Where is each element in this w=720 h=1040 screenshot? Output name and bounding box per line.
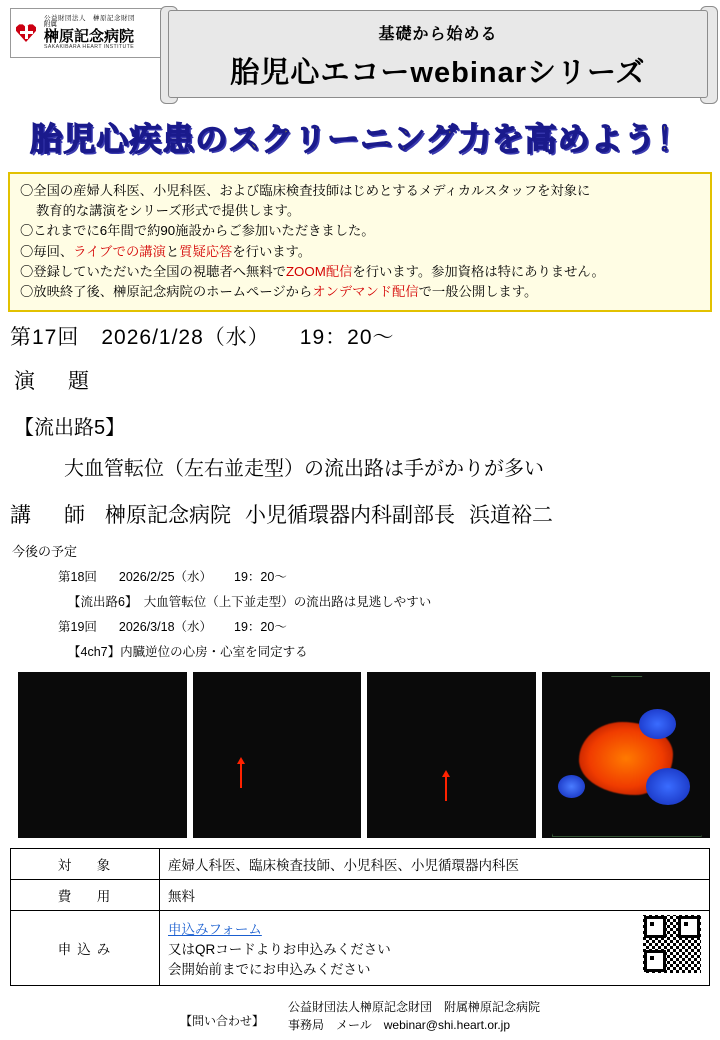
qr-code-icon[interactable]: [643, 915, 701, 973]
session-number: 第17回: [10, 326, 80, 350]
footer: [0, 999, 720, 1034]
speaker-name: 浜道裕二: [469, 504, 553, 528]
notice-line-3-red1: ライブでの講演: [73, 243, 166, 259]
table-row: [11, 849, 710, 880]
info-table: [10, 848, 710, 986]
apply-form-link[interactable]: 申込みフォーム: [168, 922, 262, 938]
table-row: [11, 911, 710, 986]
notice-line-3: [20, 242, 700, 262]
table-row: [11, 880, 710, 911]
speaker-department: 小児循環器内科副部長: [245, 504, 455, 528]
headline-banner: 胎児心疾患のスクリーニング力を高めよう！: [30, 121, 690, 157]
notice-line-5-pre: 〇放映終了後、榊原記念病院のホームページから: [20, 284, 313, 300]
speaker-affiliation: 榊原記念病院: [105, 504, 231, 528]
future-item-2: [58, 617, 720, 635]
notice-line-5-post: で一般公開します。: [418, 284, 538, 300]
future-item-2-date: 2026/3/18（水）: [118, 620, 213, 635]
session-time: 19：20～: [299, 326, 395, 350]
future-item-1-no: 第18回: [58, 570, 97, 585]
notice-line-1: 〇全国の産婦人科医、小児科医、および臨床検査技師はじめとするメディカルスタッフを対象に: [20, 183, 591, 198]
notice-line-5-red: オンデマンド配信: [312, 284, 419, 300]
footer-org: 公益財団法人榊原記念財団 附属榊原記念病院: [288, 1000, 541, 1015]
future-item-1-title: 【流出路6】 大血管転位（上下並走型）の流出路は見逃しやすい: [68, 595, 432, 610]
fetal-ultrasound-3: [367, 672, 536, 838]
speaker-row: [10, 499, 720, 529]
topic-label: 演 題: [14, 370, 95, 394]
ultrasound-image-row: [18, 672, 710, 838]
logo-line1: 公益財団法人 榊原記念財団: [44, 14, 135, 22]
notice-line-4-red: ZOOM配信: [285, 263, 353, 279]
future-item-2-no: 第19回: [58, 620, 97, 635]
title-plate: [168, 10, 708, 98]
notice-line-4-pre: 〇登録していただいた全国の視聴者へ無料で: [20, 263, 286, 279]
fee-label: 費 用: [11, 880, 160, 911]
notice-line-2: 〇これまでに6年間で約90施設からご参加いただきました。: [20, 223, 375, 239]
topic-group: 【流出路5】: [14, 417, 126, 440]
future-item-2-time: 19：20～: [234, 620, 287, 635]
notice-line-3-pre: 〇毎回、: [20, 243, 74, 259]
future-item-1-time: 19：20～: [234, 570, 287, 585]
apply-line-3: 会開始前までにお申込みください: [168, 962, 371, 978]
logo-line3: 榊原記念病院: [44, 28, 135, 46]
target-label: 対 象: [11, 849, 160, 880]
notice-line-4: [20, 262, 700, 282]
session-date: 2026/1/28（水）: [101, 326, 270, 350]
fee-value: 無料: [160, 880, 710, 911]
notice-line-3-mid: と: [165, 243, 180, 259]
title-main: 胎児心エコーwebinarシリーズ: [230, 57, 646, 89]
future-item-1: [58, 567, 720, 585]
title-subtitle: 基礎から始める: [378, 26, 498, 43]
fetal-color-doppler-4: [542, 672, 711, 838]
topic-title: 大血管転位（左右並走型）の流出路は手がかりが多い: [64, 458, 544, 481]
footer-mail: 事務局 メール webinar@shi.heart.or.jp: [288, 1017, 511, 1032]
heart-cross-icon: [14, 20, 40, 46]
notice-box: [8, 172, 712, 312]
header: [0, 0, 720, 112]
notice-line-3-post: を行います。: [232, 243, 312, 259]
session-line: [10, 321, 720, 351]
logo-line2: 附属: [44, 21, 57, 29]
notice-line-4-post: を行います。参加資格は特にありません。: [352, 263, 605, 279]
notice-line-3-red2: 質疑応答: [179, 243, 233, 259]
apply-label: 申込み: [11, 911, 160, 986]
logo-line4: SAKAKIBARA HEART INSTITUTE: [44, 43, 135, 50]
future-item-2-title: 【4ch7】内臓逆位の心房・心室を同定する: [68, 645, 308, 660]
speaker-label: 講 師: [10, 504, 91, 528]
future-heading: 今後の予定: [12, 544, 78, 560]
hospital-logo: [10, 8, 170, 58]
apply-line-2: 又はQRコードよりお申込みください: [168, 942, 391, 958]
notice-line-5: [20, 282, 700, 302]
notice-line-1b: 教育的な講演をシリーズ形式で提供します。: [36, 203, 301, 219]
fetal-ultrasound-1: [18, 672, 187, 838]
target-value: 産婦人科医、臨床検査技師、小児科医、小児循環器内科医: [160, 849, 710, 880]
future-item-1-date: 2026/2/25（水）: [118, 570, 213, 585]
contact-label: 【問い合わせ】: [179, 1014, 264, 1029]
apply-value: [160, 911, 710, 986]
fetal-ultrasound-2: [193, 672, 362, 838]
